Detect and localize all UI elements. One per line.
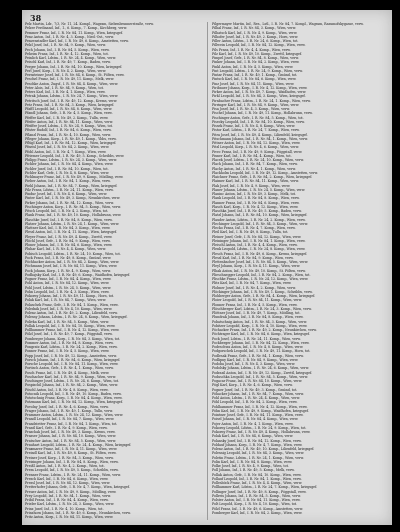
register-entry: Plecko Franz, Inf., I. R. Nr. 4, 7. Komp., Wien, verw. bbox=[212, 226, 296, 230]
register-entry: Pfriemer Leopold, Inf., I. R. Nr. 49, 5. Komp., Scheibbs, verw. bbox=[25, 153, 125, 158]
register-entry: Poletin Franz, Ldstm., I. R. Nr. 24, 1. Komp., Wien, verw. bbox=[212, 455, 304, 460]
register-entry: Pernsteiner Josef, Inf., I. R. Nr. 84, 6. Komp., St. Pölten, verw. bbox=[25, 73, 125, 77]
register-entry: Plasch Karl, Korp., I. R. Nr. 4, 12. Komp., Wien, verw. bbox=[212, 204, 299, 209]
register-entry: Pölzl Josef, Inf., I. R. Nr. 49, 7. Komp., Pöggstall, verw. bbox=[25, 332, 113, 337]
register-entry: Poldauf Johann, Korp., I. R. Nr. 4, 7. Komp., Wien, verw. bbox=[212, 442, 303, 447]
register-entry: Pokorny Leopold, Ldstm., I. R. Nr. 24, 9. Komp., Wien, tot. bbox=[212, 425, 307, 430]
register-entry: Poll Johann, Inf., I. R. Nr. 49, 5. Komp., Melk, verw. bbox=[212, 468, 295, 473]
register-entry: Pischel Johann, Inf., I. R. Nr. 49, 11. Komp., Hollabrunn, verw. bbox=[212, 111, 313, 116]
register-entry: Poschacher Karl, Inf., I. R. Nr. 84, 9. Komp., Wien, verw. bbox=[25, 374, 116, 379]
register-entry: Planner Franz, Inf., I. R. Nr. 84, 6. Komp., Wien, verw. bbox=[212, 200, 300, 205]
register-entry: Pilhofer Josef, Inf., I. R. Nr. 49, 2. Komp., Horn, verw. bbox=[212, 34, 299, 39]
register-entry: Polak Karl, Inf., I. R. Nr. 84, 7. Komp., Wien, verw. bbox=[25, 298, 107, 303]
register-entry: Pleil Karl, Inf., I. R. Nr. 49, 8. Komp., Tulln, tot. bbox=[212, 230, 289, 235]
register-entry: Plettenbacher Josef, Inf., I. R. Nr. 84, 5. Komp., Wien, verw. bbox=[212, 260, 309, 264]
register-entry: Pinker Johann, Inf., I. R. Nr. 84, 2. Komp., Wien, verw. bbox=[212, 60, 300, 65]
register-entry: Prinzhorn Johann, Inf., I. R. Nr. 49, 6. Komp., Neunkirchen, verw. bbox=[25, 510, 131, 515]
register-entry: Prinz Josef, Inf., I. R. Nr. 4, 10. Komp., Wien, tot. bbox=[25, 506, 104, 511]
register-entry: Prager Johann, Inf., I. R. Nr. 49, 1. Komp., Tulln, verw. bbox=[25, 408, 113, 413]
register-entry: Pflanzl Franz, Inf., I. R. Nr. 4, 10. Komp., Wien, verw. bbox=[25, 132, 111, 137]
register-entry: Pfaffl Leopold, Inf., I. R. Nr. 84, 8. Komp., Wien, verw. bbox=[25, 107, 113, 111]
register-entry: Pribil Franz, Inf., I. R. Nr. 84, 4. Komp., Wien, verw. bbox=[25, 498, 109, 502]
register-entry: Pillwein Leopold, Inf., I. R. Nr. 84, 12. Komp., Wien, verw. bbox=[212, 43, 306, 48]
register-entry: Polesny Johann, Ldstm., I. R. Nr. 24, 8. Komp., Wien, kriegsgef. bbox=[25, 315, 128, 320]
register-entry: Pollak Leopold, Inf., I. R. Nr. 84, 10. Komp., Wien, verw. bbox=[25, 323, 116, 328]
register-entry: Plach Johann, Inf., I. R. Nr. 84, 7. Komp., Wien, verw. bbox=[212, 162, 298, 167]
register-entry: Pichler Josef, Inf., I. R. Nr. 84, 10. Komp., Wien, tot. bbox=[25, 166, 109, 171]
register-entry: Pöhacker Johann, Inf., I. R. Nr. 84, 7. Komp., Wien, verw. bbox=[212, 391, 304, 396]
register-entry: Piehl Johann, Inf., I. R. Nr. 84, 7. Komp., Wien, kriegsgef. bbox=[25, 183, 118, 188]
register-entry: Preindl Karl, Inf., I. R. Nr. 49, 8. Komp., St. Pölten, verw. bbox=[25, 451, 117, 456]
register-entry: Polesnig Leopold, Inf., I. R. Nr. 84, 3. Komp., Wien, verw. bbox=[212, 451, 305, 456]
register-entry: Podrazil Anton, Inf., I. R. Nr. 49, 12. Komp., Zwettl, kriegsgef. bbox=[212, 370, 313, 375]
register-entry: Pilhal Franz, Inf., I. R. Nr. 84, 3. Komp., Wien, verw. bbox=[212, 26, 297, 31]
register-entry: Polt Leopold, Korp., I. R. Nr. 4, 10. Komp., Wien, tot. bbox=[212, 502, 298, 507]
register-entry: Pleyer Franz, Inf., I. R. Nr. 49, 4. Komp., Zwettl, verw. bbox=[25, 234, 113, 239]
register-entry: Piribauer Johann, Korp., I. R. Nr. 4, 12. Komp., Wien, verw. bbox=[212, 85, 308, 90]
register-entry: Penzenstadler Karl, Inf., I. R. Nr. 49, 6. Komp., Amstetten, verw. bbox=[25, 39, 129, 43]
register-entry: Prandstetter Franz, Inf., I. R. Nr. 84, 1. Komp., Wien, tot. bbox=[25, 421, 118, 426]
register-entry: Pilhatsch Karl, Inf., I. R. Nr. 4, 9. Komp., Wien, verw. bbox=[212, 30, 298, 35]
register-entry: Plessl Karl, Inf., I. R. Nr. 84, 9. Komp., Wien, verw. bbox=[212, 255, 294, 260]
register-entry: Plohberger Anton, Gefr., I. R. Nr. 84, 4. Komp., Wien, kriegsgef. bbox=[212, 294, 316, 298]
register-entry: Pfohl Anton, Inf., I. R. Nr. 4, 7. Komp., Wien, verw. bbox=[25, 149, 107, 154]
register-entry: Pichler Johann, Inf., I. R. Nr. 84, 4. Komp., Wien, verw. bbox=[25, 162, 114, 167]
register-entry: Peters Karl, Inf., I. R. Nr. 4, 1. Komp., Wien, verw. bbox=[25, 90, 106, 94]
register-entry: Plitz Karl, Inf., I. R. Nr. 84, 7. Komp., Wien, verw. bbox=[212, 281, 292, 286]
register-entry: Plonner Franz, Inf., I. R. Nr. 4, 5. Komp., Wien, verw. bbox=[212, 302, 298, 307]
register-entry: Pleininger Johann, Inf., I. R. Nr. 84, 1. Komp., Wien, verw. bbox=[212, 238, 306, 243]
register-entry: Pintar Franz, Inf., I. R. Nr. 49, 1. Komp., Gmünd, tot. bbox=[212, 73, 298, 77]
register-entry: Plattner Karl, Inf., I. R. Nr. 84, 3. Komp., Wien, verw. bbox=[25, 226, 111, 230]
register-entry: Pirkl Leopold, Inf., I. R. Nr. 84, 3. Komp., Wien, kriegsgef. bbox=[212, 94, 306, 99]
register-entry: Peinlich Karl, Ldstm., I. R. Nr. 24, 4. Komp., Wien, verw. bbox=[25, 56, 116, 60]
register-entry: Preißl Anton, Inf., I. R. Nr. 4, 2. Komp., Wien, tot. bbox=[25, 464, 105, 468]
register-entry: Pollak Anton, Gefr., I. R. Nr. 84, 10. Komp., Wien, verw. bbox=[212, 472, 302, 477]
register-entry: Pototschnig Franz, Korp., I. R. Nr. 84, 4. Komp., Wien, verw. bbox=[25, 396, 123, 400]
register-entry: Praxmarer Franz, Inf., I. R. Nr. 4, 11. Komp., Wien, verw. bbox=[25, 447, 118, 451]
register-entry: Polenz Anton, Inf., I. R. Nr. 49, 2. Komp., Lilienfeld, verw. bbox=[25, 311, 118, 315]
register-entry: Pemmer Franz, Inf., I. R. Nr. 84, 11. Komp., Wien, kriegsgef. bbox=[25, 30, 123, 35]
register-entry: Pollauf Leopold, Inf., I. R. Nr. 84, 1. Komp., Wien, verw. bbox=[212, 476, 302, 481]
register-entry: Presch Karl, Inf., I. R. Nr. 84, 6. Komp., Wien, verw. bbox=[25, 476, 109, 481]
register-entry: Prieler Karl, Ldstm., I. R. Nr. 24, 3. Komp., Wien, verw. bbox=[25, 502, 115, 507]
register-entry: Potzmann Karl, Inf., I. R. Nr. 84, 12. Komp., Wien, kriegsgef. bbox=[25, 400, 123, 405]
register-entry: Pluhar Karl, Inf., I. R. Nr. 4, 4. Komp., Wien, verw. bbox=[25, 247, 107, 252]
register-entry: Pogner Franz, Inf., I. R. Nr. 84, 4. Komp., Wien, verw. bbox=[25, 277, 112, 281]
register-entry: Pitzl Leopold, Korp., I. R. Nr. 4, 6. Komp., Wien, verw. bbox=[212, 145, 300, 150]
register-entry: Platzer Johann, Ldstm., I. R. Nr. 24, 1. Komp., Wien, verw. bbox=[25, 221, 120, 226]
register-entry: Podlesak Franz, Gefr., I. R. Nr. 84, 1. Komp., Wien, verw. bbox=[212, 353, 304, 358]
register-entry: Pisa Josef, Inf., I. R. Nr. 4, 3. Komp., Wien, verw. bbox=[212, 107, 290, 111]
register-entry: Prey Leopold, Inf., I. R. Nr. 84, 1. Komp., Wien, verw. bbox=[25, 493, 111, 498]
register-entry: Pöchhacker Anton, Inf., I. R. Nr. 84, 2. Komp., Wien, verw. bbox=[25, 260, 120, 264]
register-entry: Ploier Leopold, Inf., I. R. Nr. 84, 11. Komp., Wien, verw. bbox=[212, 298, 303, 303]
register-entry: Plaimer Karl, Inf., I. R. Nr. 84, 11. Komp., Wien, verw. bbox=[212, 179, 299, 184]
register-entry: Plaschke Josef, Inf., I. R. Nr. 84, 8. Komp., Wien, verw. bbox=[25, 217, 113, 222]
register-entry: Pressl Josef, Inf., I. R. Nr. 84, 12. Komp., Wien, verw. bbox=[25, 481, 111, 485]
register-entry: Pirker Anton, Inf., I. R. Nr. 49, 7. Komp., Waidhofen, verw. bbox=[212, 90, 307, 94]
register-entry: Polaschek Franz, Gefr., I. R. Nr. 84, 1. Komp., Wien, verw. bbox=[25, 302, 119, 307]
register-entry: Prem Leopold, Inf., I. R. Nr. 49, 5. Komp., Scheibbs, verw. bbox=[25, 468, 119, 473]
register-entry: Plank Franz, Inf., I. R. Nr. 49, 10. Komp., Hollabrunn, verw. bbox=[25, 213, 122, 218]
register-entry: Pohl Josef, Ldstm., I. R. Nr. 24, 5. Komp., Wien, verw. bbox=[25, 285, 112, 290]
register-entry: Preiner Josef, Korp., I. R. Nr. 84, 3. Komp., Wien, verw. bbox=[25, 455, 114, 460]
register-entry: Porsche Leopold, Inf., I. R. Nr. 84, 11. Komp., Wien, verw. bbox=[25, 362, 119, 366]
register-entry: Polak Karl, Inf., I. R. Nr. 84, 6. Komp., Wien, verw. bbox=[212, 434, 294, 439]
register-entry: Ponner Franz, Inf., I. R. Nr. 4, 5. Komp., Wien, verw. bbox=[25, 349, 110, 354]
register-entry: Pöhn Karl, Inf., I. R. Nr. 49, 9. Komp., Waidhofen, kriegsgef. bbox=[212, 408, 309, 413]
register-entry: Popp Josef, Inf., I. R. Nr. 49, 12. Komp., Amstetten, verw. bbox=[25, 353, 117, 358]
register-entry: Peischl Karl, Inf., I. R. Nr. 49, 7. Komp., Baden, verw. bbox=[25, 60, 111, 65]
register-entry: Pöchtrager Karl, Inf., I. R. Nr. 84, 6. Komp., Wien, kriegsgef. bbox=[212, 332, 310, 337]
register-entry: Pissek Franz, Inf., I. R. Nr. 4, 8. Komp., Wien, verw. bbox=[212, 124, 296, 128]
register-entry: Pomberger Johann, Korp., I. R. Nr. 84, 3. Komp., Wien, tot. bbox=[25, 336, 121, 341]
register-entry: Ploner Johann, Inf., I. R. Nr. 84, 6. Komp., Wien, verw. bbox=[25, 243, 113, 247]
register-entry: Philipp Franz, Ldstm., I. R. Nr. 24, 3. Komp., Wien, verw. bbox=[25, 158, 118, 162]
register-entry: Plöttner Josef, Inf., I. R. Nr. 49, 7. Komp., Mödling, tot. bbox=[212, 311, 301, 315]
page-number: 38 bbox=[30, 13, 42, 23]
register-entry: Povolny Josef, Inf., I. R. Nr. 4, 6. Komp., Wien, verw. bbox=[25, 404, 109, 409]
register-entry: Polednik Josef, Inf., I. R. Nr. 4, 10. Komp., Wien, verw. bbox=[25, 306, 113, 311]
register-entry: Praschak Josef, Inf., I. R. Nr. 49, 3. Komp., Krems, verw. bbox=[25, 430, 116, 434]
register-entry: Platzl Johann, Inf., I. R. Nr. 84, 10. Komp., Wien, kriegsgef. bbox=[212, 213, 308, 218]
register-entry: Pojer Anton, Inf., I. R. Nr. 4, 1. Komp., Wien, verw. bbox=[212, 421, 294, 426]
register-entry: Preisinger Johann, Inf., I. R. Nr. 84, 8. Komp., Wien, verw. bbox=[25, 459, 119, 464]
register-entry: Pfneisl Josef, Inf., I. R. Nr. 84, 2. Komp., Wien, verw. bbox=[25, 145, 110, 150]
register-entry: Pindur Josef, Inf., I. R. Nr. 4, 6. Komp., Wien, verw. bbox=[25, 192, 108, 196]
register-entry: Prauhart Leopold, Ldstm., I. R. Nr. 24, 4. Komp., Wien, kriegsgef. bbox=[25, 442, 132, 447]
register-entry: Pfleger Johann, Korp., I. R. Nr. 49, 1. Komp., Ybbs, verw. bbox=[25, 136, 117, 141]
register-entry: Pöhl Leopold, Inf., I. R. Nr. 84, 2. Komp., Wien, verw. bbox=[212, 400, 298, 405]
register-entry: Plaschka Josef, Inf., I. R. Nr. 49, 5. Komp., Baden, verw. bbox=[212, 209, 302, 213]
register-entry: Pohl Anton, Ldstm., I. R. Nr. 24, 4. Komp., Wien, verw. bbox=[212, 396, 300, 400]
register-entry: Podoba Josef, Inf., I. R. Nr. 4, 3. Komp., Wien, verw. bbox=[212, 362, 296, 366]
register-entry: Placek Josef, Ldstm., I. R. Nr. 24, 10. Komp., Wien, verw. bbox=[212, 158, 304, 162]
register-entry: Pollesböck Franz, Inf., I. R. Nr. 4, 4. Komp., Wien, verw. bbox=[212, 481, 303, 485]
register-entry: Podolsky Johann, Ldstm., I. R. Nr. 24, 6. Komp., Wien, verw. bbox=[212, 366, 309, 371]
register-entry: Pelzl Josef, Inf., I. R. Nr. 84, 9. Komp., Wien, verw. bbox=[25, 43, 106, 48]
register-entry: Pivec Franz, Inf., I. R. Nr. 49, 9. Komp., Pöggstall, verw. bbox=[212, 149, 303, 154]
register-entry: Pirringer Karl, Inf., I. R. Nr. 84, 9. Komp., Wien, verw. bbox=[212, 102, 300, 107]
register-entry: Pixner Karl, Inf., I. R. Nr. 84, 4. Komp., Wien, tot. bbox=[212, 153, 292, 158]
register-entry: Pockberger Johann, Inf., I. R. Nr. 84, 12. Komp., Wien, verw. bbox=[212, 340, 310, 345]
register-entry: Pölzl Franz, Inf., I. R. Nr. 49, 6. Komp., Amstetten, verw. bbox=[212, 506, 304, 511]
register-entry: Pieber Anton, Inf., I. R. Nr. 84, 1. Komp., Wien, verw. bbox=[25, 179, 111, 184]
register-entry: Poisel Johann, Inf., I. R. Nr. 84, 4. Komp., Wien, verw. bbox=[212, 417, 299, 422]
register-entry: Peschke Anton, Zugsf., I. R. Nr. 84, 4. Komp., Wien, verw. bbox=[25, 81, 119, 86]
register-entry: Pock Josef, Ldstm., I. R. Nr. 24, 11. Komp., Wien, verw. bbox=[212, 336, 301, 341]
register-entry: Pöchmann Josef, Inf., I. R. Nr. 84, 11. Komp., Wien, verw. bbox=[25, 264, 118, 269]
register-entry: Plobner Josef, Inf., I. R. Nr. 4, 2. Komp., Wien, verw. bbox=[212, 285, 296, 290]
register-entry: Plauder Anton, Ldstm., I. R. Nr. 24, 2. Komp., Wien, verw. bbox=[212, 217, 306, 222]
register-entry: Polenz Anton, Inf., I. R. Nr. 49, 10. Komp., Lilienfeld, kriegsgef. bbox=[212, 447, 315, 451]
register-entry: Pratscher Anton, Inf., I. R. Nr. 84, 5. Komp., Wien, verw. bbox=[25, 438, 116, 443]
register-entry: Posch Franz, Inf., I. R. Nr. 49, 4. Komp., Melk, verw. bbox=[25, 370, 110, 375]
register-entry: Plischke Franz, Ldstm., I. R. Nr. 24, 12. Komp., Wien, verw. bbox=[212, 277, 309, 281]
register-entry: Prantl Karl, Gefr., I. R. Nr. 4, 9. Komp., Wien, verw. bbox=[25, 425, 108, 430]
register-entry: Pirnbacher Franz, Ldstm., I. R. Nr. 24, 1. Komp., Wien, verw. bbox=[212, 98, 311, 103]
register-entry: Pollinger Josef, Inf., I. R. Nr. 49, 8. Komp., Pöggstall, verw. bbox=[212, 489, 307, 494]
register-entry: Pelzer Ferdinand, Inf., 1., 6. Komp., 7. Komp., Kirchberg, verw. bbox=[25, 26, 127, 31]
register-entry: Pisecky Leopold, Inf., I. R. Nr. 84, 10. Komp., Wien, verw. bbox=[212, 119, 305, 124]
register-entry: Poduschka Leopold, Inf., I. R. Nr. 84, 5. Komp., Wien, verw. bbox=[212, 374, 308, 379]
register-entry: Pointner Josef, Gefr., I. R. Nr. 84, 11. Komp., Wien, verw. bbox=[212, 413, 304, 417]
register-entry: Pommer Anton, Inf., I. R. Nr. 84, 8. Komp., Wien, verw. bbox=[25, 340, 114, 345]
register-entry: Pischinger Anton, Gefr., I. R. Nr. 84, 5. Komp., Wien, tot. bbox=[212, 115, 304, 120]
right-column bbox=[212, 22, 390, 515]
register-entry: Pfeiffer Josef, Ldstm., I. R. Nr. 24, 9. Komp., Wien, tot. bbox=[25, 124, 113, 128]
register-entry: Plachy Anton, Inf., I. R. Nr. 4, 1. Komp., Wien, verw. bbox=[212, 166, 296, 171]
register-entry: Pongratz Karl, Ldstm., I. R. Nr. 24, 2. Komp., Wien, verw. bbox=[25, 345, 118, 349]
register-entry: Plenk Leopold, Ldstm., I. R. Nr. 24, 8. Komp., Wien, verw. bbox=[212, 247, 306, 252]
register-entry: Pobatschnig Anton, Inf., I. R. Nr. 84, 3. Komp., Wien, verw. bbox=[212, 319, 307, 324]
register-entry: Petrak Johann, Ldstm., I. R. Nr. 24, 7. Komp., Wien, verw. bbox=[25, 94, 119, 99]
register-entry: Perger Johann, Inf., I. R. Nr. 84, 10. Komp., Wien, kriegsgef. bbox=[25, 64, 123, 69]
register-entry: Podeschwa Anton, Inf., I. R. Nr. 4, 8. Komp., Wien, verw. bbox=[212, 345, 304, 349]
register-entry: Pollhammer Karl, Ldstm., I. R. Nr. 24, 7. Komp., Wien, kriegsgef. bbox=[212, 485, 318, 490]
register-entry: Pfister Rudolf, Inf., I. R. Nr. 84, 6. Komp., Wien, verw. bbox=[25, 128, 112, 133]
register-entry: Polke Josef, Inf., I. R. Nr. 4, 9. Komp., Wien, tot. bbox=[212, 464, 289, 468]
register-entry: Polster Anton, Inf., I. R. Nr. 84, 11. Komp., Wien, verw. bbox=[212, 498, 301, 502]
register-entry: Pint Leopold, Ldstm., I. R. Nr. 24, 9. Komp., Wien, verw. bbox=[212, 68, 303, 73]
register-entry: Pilz Franz, Ldstm., I. R. Nr. 24, 11. Komp., Wien, verw. bbox=[25, 187, 114, 192]
register-entry: Petritsch Josef, Inf., I. R. Nr. 49, 12. Komp., Krems, verw. bbox=[25, 98, 118, 103]
register-entry: Pischinger Anton, Korp., I. R. Nr. 84, 5. Komp., Wien, verw. bbox=[25, 204, 121, 209]
register-entry: Pohn Leopold, Inf., I. R. Nr. 4, 3. Komp., Wien, verw. bbox=[25, 289, 110, 294]
register-entry: Polansky Josef, Inf., I. R. Nr. 84, 12. Komp., Wien, verw. bbox=[212, 438, 302, 443]
register-entry: Pflügl Karl, Inf., I. R. Nr. 84, 12. Komp., Wien, kriegsgef. bbox=[25, 141, 117, 145]
register-entry: Preuer Anton, Inf., I. R. Nr. 49, 9. Komp., Mödling, verw. bbox=[25, 489, 117, 494]
register-entry: Pobisch Leopold, Ldstm., I. R. Nr. 24, 10. Komp., Wien, tot. bbox=[25, 251, 121, 256]
register-entry: Pelz Martin, Ldr., 7/3, Nr. 11, 24. Kompl., Wagram, Siebenbrunnerstraße, verw. bbox=[25, 22, 154, 26]
register-entry: Pimpel Josef, Gefr., I. R. Nr. 84, 8. Komp., Wien, verw. bbox=[212, 56, 299, 60]
register-entry: Pilgermayer Martin, Inf., Res., Lstl., I. R. Nr. 84, 7. Kompl., Wagram, Rasumofskygasse, verw. bbox=[212, 22, 364, 26]
register-entry: Pomberger Karl, Inf., I. R. Nr. 84, 2. Komp., Wien, verw. bbox=[212, 510, 303, 515]
register-entry: Pichler Karl, Gefr., I. R. Nr. 4, 8. Komp., Wien, verw. bbox=[25, 170, 110, 175]
register-entry: Pollreis Johann, Inf., I. R. Nr. 84, 5. Komp., Wien, verw. bbox=[212, 493, 301, 498]
register-entry: Pils Franz, Inf., I. R. Nr. 4, 4. Komp., Wien, verw. bbox=[212, 47, 291, 52]
register-entry: Perl Josef, Korp., I. R. Nr. 4, 2. Komp., Wien, verw. bbox=[25, 68, 107, 73]
register-entry: Pinter Karl, Inf., I. R. Nr. 49, 3. Komp., Neunkirchen, verw. bbox=[25, 196, 121, 201]
register-entry: Pohl Anton, Inf., I. R. Nr. 84, 12. Komp., Wien, verw. bbox=[25, 281, 110, 286]
register-entry: Plaichner Franz, Gefr., I. R. Nr. 84, 2. Komp., Wien, kriegsgef. bbox=[212, 175, 313, 179]
register-entry: Pfandl Johann, Gefr., I. R. Nr. 4, 5. Komp., Wien, verw. bbox=[25, 111, 113, 116]
register-entry: Peschel Franz, Inf., I. R. Nr. 49, 11. Komp., Melk, verw. bbox=[25, 77, 115, 82]
left-column bbox=[25, 22, 203, 519]
register-entry: Plieschnegger Leopold, Inf., I. R. Nr. 84, 2. Komp., Wien, tot. bbox=[212, 272, 311, 277]
document-page bbox=[22, 10, 392, 525]
register-entry: Pollhammer Franz, Inf., I. R. Nr. 4, 12. Komp., Wien, verw. bbox=[25, 328, 120, 332]
register-entry: Poschinger Josef, Ldstm., I. R. Nr. 24, 6. Komp., Wien, tot. bbox=[25, 379, 119, 383]
register-entry: Peter Alois, Inf., I. R. Nr. 84, 9. Komp., Wien, tot. bbox=[25, 85, 104, 90]
register-entry: Podgorschek Leopold, Inf., I. R. Nr. 49, 11. Komp., Horn, tot. bbox=[212, 349, 311, 354]
register-entry: Pitsch Leopold, Inf., I. R. Nr. 4, 2. Komp., Wien, tot. bbox=[25, 209, 109, 213]
register-entry: Pistor Karl, Ldstm., I. R. Nr. 24, 7. Komp., Wien, verw. bbox=[212, 128, 300, 133]
register-entry: Pöschl Anton, Inf., I. R. Nr. 4, 8. Komp., Wien, verw. bbox=[25, 387, 109, 392]
register-entry: Pohlhammer Franz, Inf., I. R. Nr. 4, 12. Komp., Wien, verw. bbox=[212, 404, 308, 409]
register-entry: Pöchacker Franz, Inf., I. R. Nr. 49, 2. Komp., Neunkirchen, verw. bbox=[212, 328, 317, 332]
register-entry: Pospischil Johann, Inf., I. R. Nr. 84, 2. Komp., Wien, verw. bbox=[25, 383, 118, 388]
register-entry: Pogner Josef, Inf., I. R. Nr. 49, 3. Komp., Gmünd, tot. bbox=[212, 387, 298, 392]
register-entry: Plackholm Leopold, Inf., I. R. Nr. 49, 12. Komp., Amstetten, verw. bbox=[212, 170, 318, 175]
register-entry: Pobitzer Leopold, Korp., I. R. Nr. 4, 10. Komp., Wien, verw. bbox=[212, 323, 308, 328]
register-entry: Plessl Anton, Inf., I. R. Nr. 4, 11. Komp., Wien, kriegsgef. bbox=[25, 230, 117, 235]
register-entry: Pech Johann, Inf., I. R. Nr. 84, 5. Komp., Wien, verw. bbox=[25, 47, 110, 52]
register-entry: Porsch Johann, Inf., I. R. Nr. 84, 6. Komp., Wien, kriegsgef. bbox=[25, 357, 121, 362]
register-entry: Plank Leopold, Inf., I. R. Nr. 84, 8. Komp., Wien, verw. bbox=[212, 196, 300, 201]
register-entry: Prasser Johann, Inf., I. R. Nr. 84, 10. Komp., Wien, verw. bbox=[25, 434, 117, 439]
register-entry: Pogacar Franz, Inf., I. R. Nr. 84, 10. Komp., Wien, verw. bbox=[212, 379, 303, 383]
register-entry: Potocnik Leopold, Inf., I. R. Nr. 49, 10. Komp., Baden, verw. bbox=[25, 391, 122, 396]
register-entry: Planinc Anton, Inf., I. R. Nr. 49, 3. Komp., Melk, tot. bbox=[212, 192, 296, 196]
register-entry: Polin Karl, Inf., I. R. Nr. 84, 8. Komp., Wien, verw. bbox=[212, 459, 293, 464]
register-entry: Penz Anton, Inf., I. R. Nr. 4, 3. Komp., Nied.-Öst., verw. bbox=[25, 34, 114, 39]
register-entry: Plak Josef, Inf., I. R. Nr. 4, 9. Komp., Wien, verw. bbox=[212, 183, 291, 188]
register-entry: Piller Anton, Ldstm., I. R. Nr. 24, 6. Komp., Wien, tot. bbox=[212, 39, 299, 43]
register-entry: Pintsch Karl, Inf., I. R. Nr. 84, 6. Komp., Wien, verw. bbox=[212, 77, 297, 82]
register-entry: Pögl Karl, Korp., I. R. Nr. 4, 6. Komp., Wien, verw. bbox=[212, 383, 293, 388]
register-entry: Podhajsky Karl, Inf., I. R. Nr. 49, 6. Komp., Waidhofen, kriegsgef. bbox=[25, 272, 131, 277]
register-entry: Plöchl Josef, Gefr., I. R. Nr. 84, 9. Komp., Wien, verw. bbox=[25, 238, 111, 243]
register-entry: Portisch Anton, Gefr., I. R. Nr. 4, 1. Komp., Wien, verw. bbox=[25, 366, 114, 371]
register-entry: Prammer Anton, Ldstm., I. R. Nr. 24, 12. Komp., Wien, verw. bbox=[25, 413, 124, 417]
register-entry: Plundrak Johann, Inf., I. R. Nr. 84, 8. Komp., Wien, verw. bbox=[212, 315, 304, 320]
register-entry: Pittner Anton, Inf., I. R. Nr. 84, 12. Komp., Wien, verw. bbox=[212, 141, 301, 145]
register-entry: Pokorny Franz, Inf., I. R. Nr. 49, 4. Komp., Hollabrunn, verw. bbox=[212, 430, 311, 434]
register-entry: Pfeffer Karl, Inf., I. R. Nr. 49, 2. Komp., Tulln, verw. bbox=[25, 115, 109, 120]
register-entry: Podlipny Karl, Inf., I. R. Nr. 84, 9. Komp., Wien, verw. bbox=[212, 357, 299, 362]
register-entry: Polivka Karl, Inf., I. R. Nr. 84, 5. Komp., Wien, verw. bbox=[25, 319, 109, 324]
register-entry: Pichlmayer Franz, Inf., I. R. Nr. 49, 9. Komp., Mödling, verw. bbox=[25, 175, 124, 179]
register-entry: Prandl Leopold, Inf., I. R. Nr. 84, 7. Komp., Wien, verw. bbox=[25, 417, 115, 422]
register-entry: Plöckinger Johann, Inf., I. R. Nr. 49, 1. Komp., Scheibbs, verw. bbox=[212, 289, 313, 294]
register-entry: Pock Johann, Korp., I. R. Nr. 4, 9. Komp., Wien, verw. bbox=[25, 268, 111, 273]
register-entry: Pretterhofer Johann, Gefr., I. R. Nr. 4, 7. Komp., Wien, kriegsgef. bbox=[25, 485, 130, 490]
register-entry: Pokorny Johann, Inf., I. R. Nr. 49, 11. Komp., Horn, tot. bbox=[25, 294, 115, 298]
register-entry: Plesch Franz, Inf., I. R. Nr. 49, 6. Komp., Krems, kriegsgef. bbox=[212, 251, 308, 256]
register-entry: Prenner Franz, Ldstm., I. R. Nr. 24, 11. Komp., Wien, verw. bbox=[25, 472, 121, 477]
register-entry: Pitschmann Johann, Inf., I. R. Nr. 84, 1. Komp., Wien, verw. bbox=[212, 136, 308, 141]
register-entry: Plhak Anton, Inf., I. R. Nr. 49, 10. Komp., St. Pölten, verw. bbox=[212, 268, 306, 273]
register-entry: Pilz Karl, Inf., I. R. Nr. 49, 10. Komp., Zwettl, kriegsgef. bbox=[212, 51, 302, 56]
register-entry: Pitra Josef, Inf., I. R. Nr. 49, 4. Komp., Lilienfeld, kriegsgef. bbox=[212, 132, 308, 137]
register-entry: Pock Franz, Inf., I. R. Nr. 49, 8. Komp., Gmünd, verw. bbox=[25, 255, 112, 260]
register-entry: Peheim Franz, Inf., I. R. Nr. 4, 12. Komp., Wien, tot. bbox=[25, 51, 109, 56]
register-entry: Pleischl Anton, Inf., I. R. Nr. 4, 4. Komp., Wien, verw. bbox=[212, 243, 298, 247]
register-entry: Pfeifer Anton, Inf., I. R. Nr. 84, 11. Komp., Wien, verw. bbox=[25, 119, 114, 124]
register-entry: Petz Franz, Inf., I. R. Nr. 84, 3. Komp., Wien, kriegsgef. bbox=[25, 102, 115, 107]
register-entry: Pritz Anton, Korp., I. R. Nr. 84, 11. Komp., Wien, verw. bbox=[25, 515, 114, 519]
register-entry: Pleiner Josef, Gefr., I. R. Nr. 84, 12. Komp., Wien, verw. bbox=[212, 234, 302, 239]
column-divider bbox=[207, 22, 208, 520]
register-entry: Pinkl Anton, Inf., I. R. Nr. 4, 5. Komp., Wien, verw. bbox=[212, 64, 294, 69]
register-entry: Plöschberger Karl, Ldstm., I. R. Nr. 24, 3. Komp., Wien, verw. bbox=[212, 306, 312, 311]
register-entry: Planer Johann, Ldstm., I. R. Nr. 24, 5. Komp., Wien, verw. bbox=[212, 187, 306, 192]
register-entry: Plechinger Leopold, Inf., I. R. Nr. 84, 3. Komp., Wien, verw. bbox=[212, 221, 308, 226]
register-entry: Pirker Johann, Inf., I. R. Nr. 84, 12. Komp., Wien, verw. bbox=[25, 200, 114, 205]
register-entry: Pleyl Johann, Korp., I. R. Nr. 4, 11. Komp., Wien, verw. bbox=[212, 264, 301, 269]
register-entry: Pinz Josef, Inf., I. R. Nr. 84, 11. Komp., Wien, verw. bbox=[212, 81, 295, 86]
